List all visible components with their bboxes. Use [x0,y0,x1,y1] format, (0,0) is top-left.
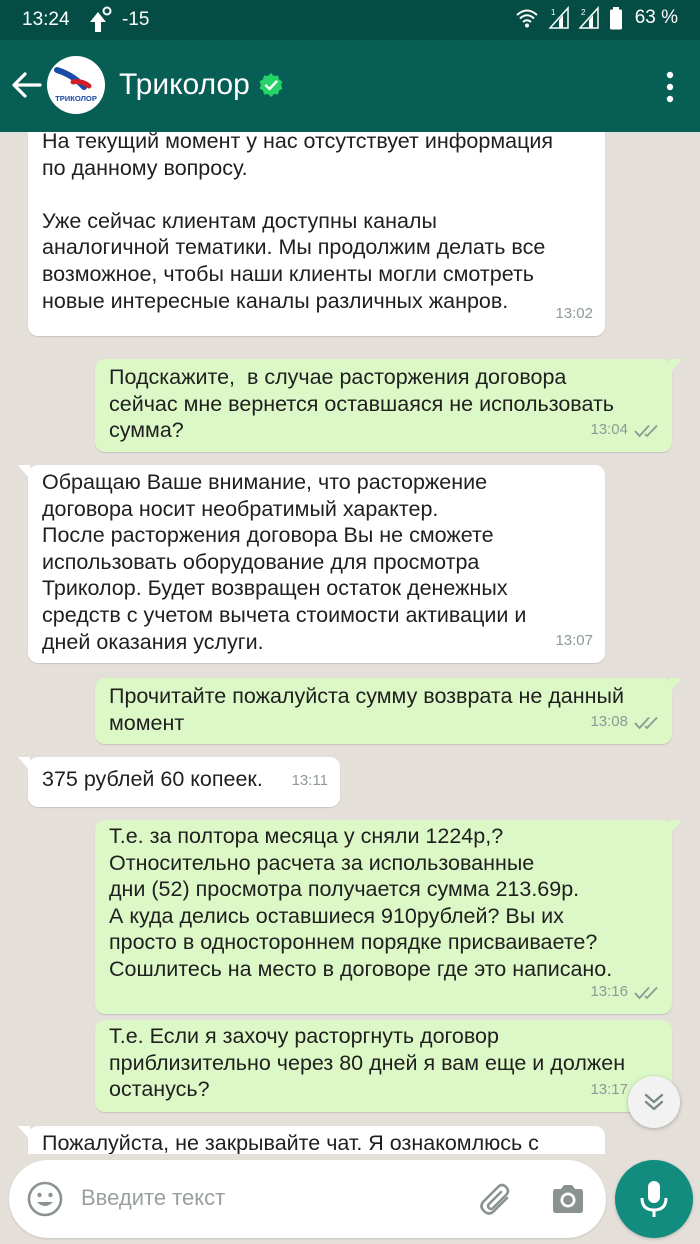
status-temperature: -15 [122,9,150,30]
chat-header [0,40,700,132]
upload-notification-icon [86,6,112,34]
message-incoming[interactable] [28,1126,605,1154]
double-chevron-down-icon [641,1089,667,1115]
status-system-icons [515,6,678,30]
message-incoming[interactable] [28,757,340,807]
svg-text:2: 2 [580,8,586,17]
bubble-tail [18,465,30,479]
tricolor-logo-icon [47,56,105,114]
message-outgoing[interactable] [95,359,672,452]
double-check-icon [634,424,660,438]
bubble-tail [670,678,682,692]
signal-2-icon [579,6,599,30]
emoji-icon[interactable] [26,1180,64,1218]
message-incoming[interactable] [28,132,605,336]
arrow-left-icon[interactable] [10,68,44,102]
message-incoming[interactable] [28,465,605,663]
message-time: 13:04 [590,421,628,439]
message-outgoing[interactable] [95,820,672,1014]
message-text: На текущий момент у нас отсутствует информация по данному вопросу. Уже сейчас клиентам доступны каналы аналогичной тематики. Мы продолжим делать все возможное, чтобы наши клиенты могли смотреть новые интересные каналы различных жанров. [42,132,554,313]
avatar-label: ТРИКОЛОР [55,94,97,103]
chat-title[interactable]: Триколор [119,68,250,101]
message-outgoing[interactable] [95,678,672,744]
bubble-tail [670,820,682,834]
message-text: Пожалуйста, не закрывайте чат. Я ознакомлюсь с [42,1131,539,1154]
double-check-icon [634,986,660,1000]
camera-icon[interactable] [549,1180,587,1218]
message-time: 13:02 [555,305,593,323]
message-time: 13:17 [590,1081,628,1099]
microphone-icon [637,1179,671,1219]
bubble-tail [18,757,30,771]
more-vert-icon[interactable] [664,70,676,104]
status-time: 13:24 [22,9,70,30]
message-time: 13:16 [590,983,628,1001]
message-input[interactable]: Введите текст [81,1185,226,1210]
microphone-button[interactable] [615,1160,693,1238]
status-bar [0,0,700,40]
battery-icon [609,6,623,30]
message-text: Подскажите, в случае расторжения договора сейчас мне вернется оставшаяся не использовать сумма? [109,365,614,443]
paperclip-icon[interactable] [477,1180,515,1218]
signal-1-icon [549,6,569,30]
message-time: 13:08 [590,713,628,731]
message-text: Прочитайте пожалуйста сумму возврата не данный момент [109,684,624,735]
message-text: Т.е. за полтора месяца у сняли 1224р,? Относительно расчета за использованные дни (52) просмотра получается сумма 213.69р. А куда делись оставшиеся 910рублей? Вы их просто в одностороннем порядке присваиваете? Сошлитесь на место в договоре где это написано. [109,824,613,981]
double-check-icon [634,716,660,730]
message-time: 13:11 [291,772,328,790]
message-text: Обращаю Ваше внимание, что расторжение договора носит необратимый характер. После расторжения договора Вы не сможете использовать оборудование для просмотра Триколор. Будет возвращен остаток денежных средств с учетом вычета стоимости активации и дней оказания услуги. [42,470,527,654]
message-time: 13:07 [555,632,593,650]
bubble-tail [18,1126,30,1140]
verified-check-icon [258,72,284,98]
bubble-tail [670,359,682,373]
battery-percent: 63 % [634,7,678,28]
scroll-down-button[interactable] [628,1076,680,1128]
message-text: Т.е. Если я захочу расторгнуть договор приблизительно через 80 дней я вам еще и должен останусь? [109,1024,626,1102]
message-text: 375 рублей 60 копеек. [42,767,263,791]
chat-area[interactable] [0,132,700,1154]
message-input-bar[interactable] [9,1160,606,1238]
avatar[interactable] [47,56,105,114]
message-outgoing[interactable] [95,1020,672,1112]
svg-text:1: 1 [550,8,556,17]
wifi-icon [515,6,539,30]
